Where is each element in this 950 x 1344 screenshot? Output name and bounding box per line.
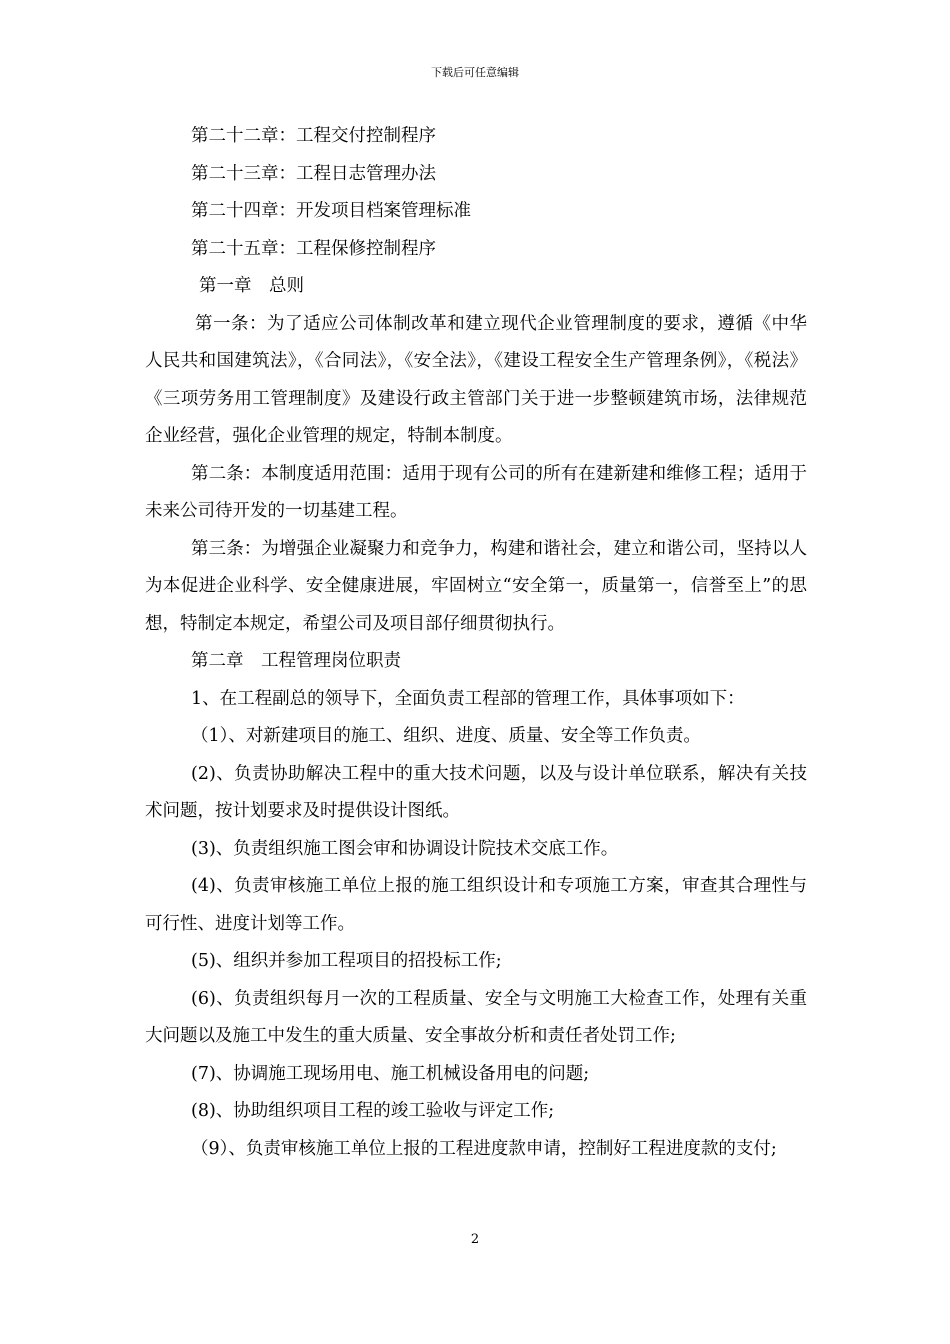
- article-paragraph: 第三条：为增强企业凝聚力和竞争力，构建和谐社会，建立和谐公司，坚持以人为本促进企业科学、安全健康进展，牢固树立“安全第一，质量第一，信誉至上”的思想，特制定本规定，希望公司及项目部仔细贯彻执行。: [145, 538, 807, 634]
- toc-line: 第二十三章：工程日志管理办法: [191, 163, 436, 184]
- list-item: (2)、负责协助解决工程中的重大技术问题，以及与设计单位联系，解决有关技术问题，按计划要求及时提供设计图纸。: [145, 763, 807, 821]
- page-number: 2: [470, 1232, 480, 1247]
- toc-line: 第二十五章：工程保修控制程序: [191, 238, 436, 259]
- list-item: (4)、负责审核施工单位上报的施工组织设计和专项施工方案，审查其合理性与可行性、进度计划等工作。: [145, 876, 807, 934]
- list-item: (7)、协调施工现场用电、施工机械设备用电的问题;: [191, 1063, 590, 1084]
- chapter-heading: 第一章 总则: [199, 276, 304, 296]
- list-item: (5)、组织并参加工程项目的招投标工作;: [191, 951, 502, 971]
- list-item: （1）、对新建项目的施工、组织、进度、质量、安全等工作负责。: [191, 726, 701, 746]
- toc-line: 第二十二章：工程交付控制程序: [191, 126, 436, 146]
- document-body: [145, 118, 807, 1168]
- list-item: (3)、负责组织施工图会审和协调设计院技术交底工作。: [191, 838, 619, 859]
- list-item: (8)、协助组织项目工程的竣工验收与评定工作;: [191, 1101, 555, 1121]
- article-paragraph: 第二条：本制度适用范围：适用于现有公司的所有在建新建和维修工程；适用于未来公司待开发的一切基建工程。: [145, 463, 807, 521]
- section-intro: 1、在工程副总的领导下，全面负责工程部的管理工作，具体事项如下：: [191, 688, 745, 709]
- page-header: 下载后可任意编辑: [431, 66, 519, 79]
- toc-line: 第二十四章：开发项目档案管理标准: [191, 201, 471, 221]
- article-paragraph: 第一条：为了适应公司体制改革和建立现代企业管理制度的要求，遵循《中华人民共和国建筑法》，《合同法》，《安全法》，《建设工程安全生产管理条例》，《税法》《三项劳务用工管理制度》及建设行政主管部门关于进一步整顿建筑市场，法律规范企业经营，强化企业管理的规定，特制本制度。: [145, 313, 807, 446]
- chapter-heading: 第二章 工程管理岗位职责: [191, 651, 401, 671]
- list-item: （9）、负责审核施工单位上报的工程进度款申请，控制好工程进度款的支付;: [191, 1138, 777, 1159]
- list-item: (6)、负责组织每月一次的工程质量、安全与文明施工大检查工作，处理有关重大问题以及施工中发生的重大质量、安全事故分析和责任者处罚工作;: [145, 988, 807, 1046]
